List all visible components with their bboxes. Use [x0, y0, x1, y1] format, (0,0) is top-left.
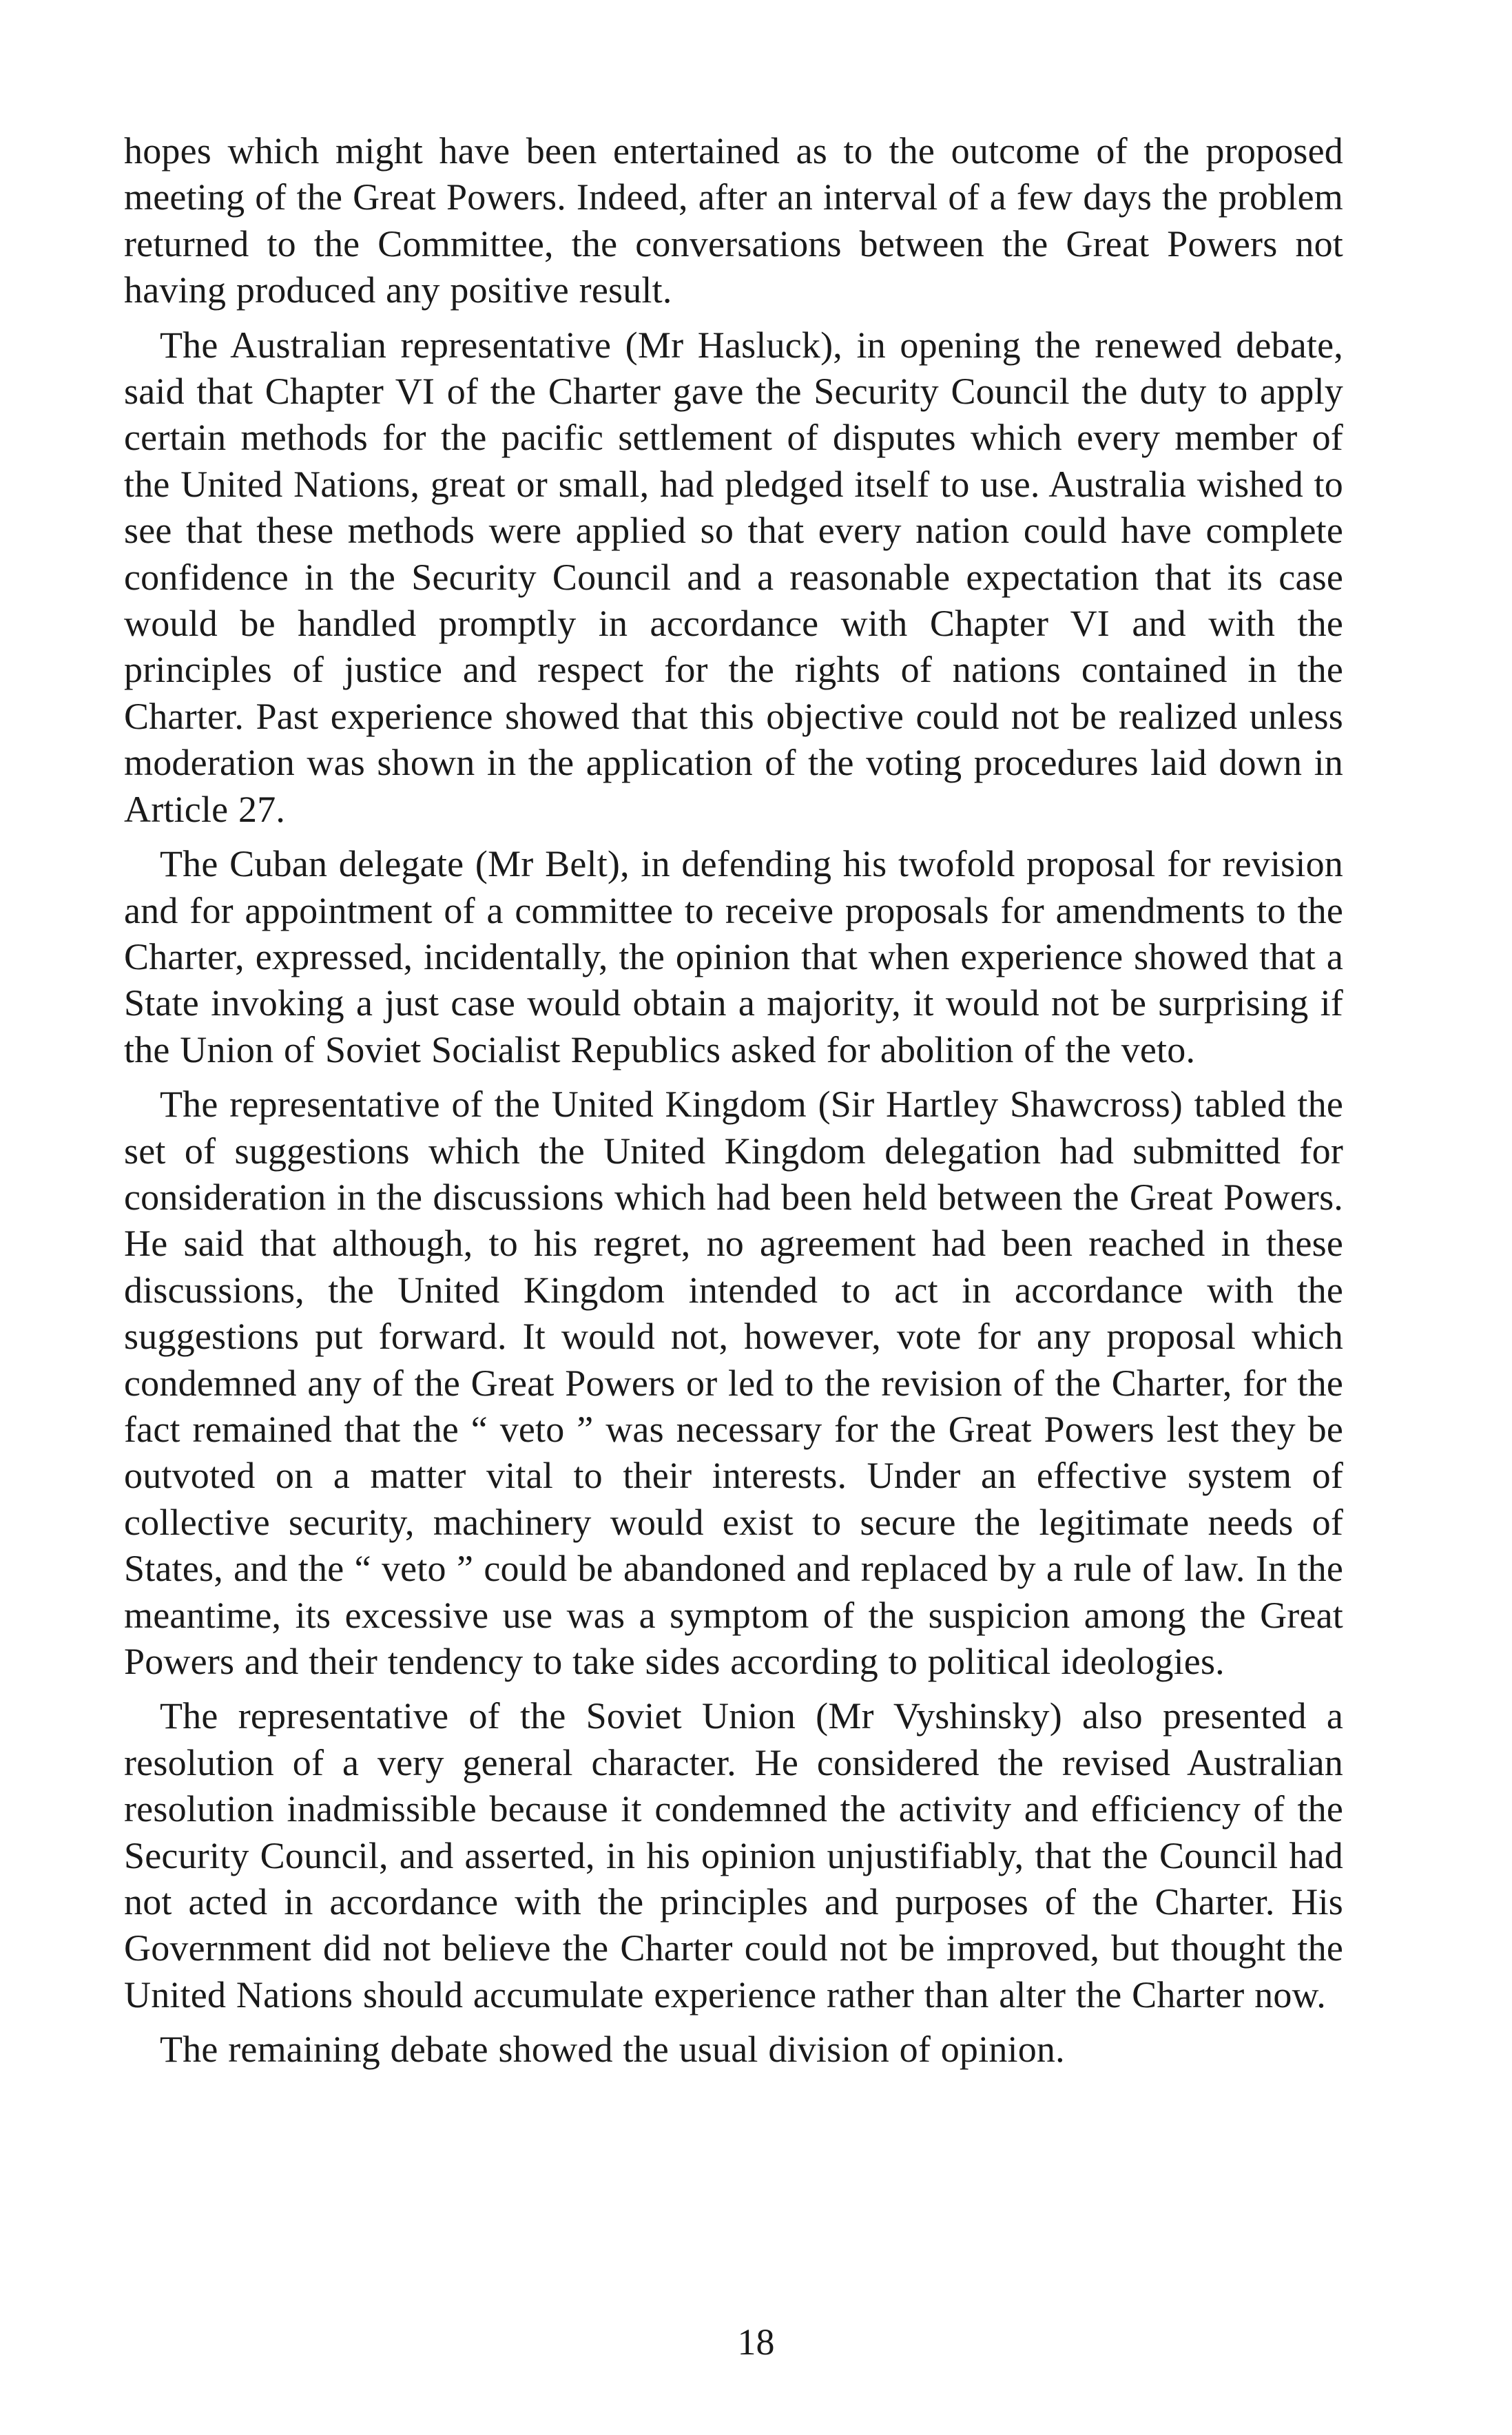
paragraph-cuban-delegate: The Cuban delegate (Mr Belt), in defending his twofold proposal for revision and for appointment of a committee to receive proposals for amendments to the Charter, expressed, incidentally, the opinion that when experience showed that a State invoking a just case would obtain a majority, it would not be surprising if the Union of Soviet Socialist Republics asked for abolition of the veto. — [124, 843, 1343, 1070]
paragraph-remaining-debate: The remaining debate showed the usual division of opinion. — [160, 2029, 1065, 2071]
paragraph-united-kingdom-representative: The representative of the United Kingdom (Sir Hartley Shawcross) tabled the set of suggestions which the United Kingdom delegation had submitted for consideration in the discussions which had been held between the Great Powers. He said that although, to his regret, no agreement had been reached in these discussions, the United Kingdom intended to act in accordance with the suggestions put forward. It would not, however, vote for any proposal which condemned any of the Great Powers or led to the revision of the Charter, for the fact remained that the “ veto ” was necessary for the Great Powers lest they be outvoted on a matter vital to their interests. Under an effective system of collective security, machinery would exist to secure the legitimate needs of States, and the “ veto ” could be abandoned and replaced by a rule of law. In the meantime, its excessive use was a symptom of the suspicion among the Great Powers and their tendency to take sides according to political ideologies. — [124, 1084, 1343, 1682]
paragraph-soviet-representative: The representative of the Soviet Union (Mr Vyshinsky) also presented a resolution of a very general character. He considered the revised Australian resolution inadmissible because it condemned the activity and efficiency of the Security Council, and asserted, in his opinion unjustifiably, that the Council had not acted in accordance with the principles and purposes of the Charter. His Government did not believe the Charter could not be improved, but thought the United Nations should accumulate experience rather than alter the Charter now. — [124, 1695, 1343, 2016]
paragraph-continuation: hopes which might have been entertained as to the outcome of the proposed meeting of the Great Powers. Indeed, after an interval of a few days the problem returned to the Committee, the conversations between the Great Powers not having produced any positive result. — [124, 130, 1343, 311]
paragraph-australian-representative: The Australian representative (Mr Hasluck), in opening the renewed debate, said that Chapter VI of the Charter gave the Security Council the duty to apply certain methods for the pacific settlement of disputes which every member of the United Nations, great or small, had pledged itself to use. Australia wished to see that these methods were applied so that every nation could have complete confidence in the Security Council and a reasonable expectation that its case would be handled promptly in accordance with Chapter VI and with the principles of justice and respect for the rights of nations contained in the Charter. Past experience showed that this objective could not be realized unless moderation was shown in the application of the voting procedures laid down in Article 27. — [124, 324, 1343, 830]
page-body — [124, 128, 1343, 2082]
page-number: 18 — [737, 2321, 775, 2363]
